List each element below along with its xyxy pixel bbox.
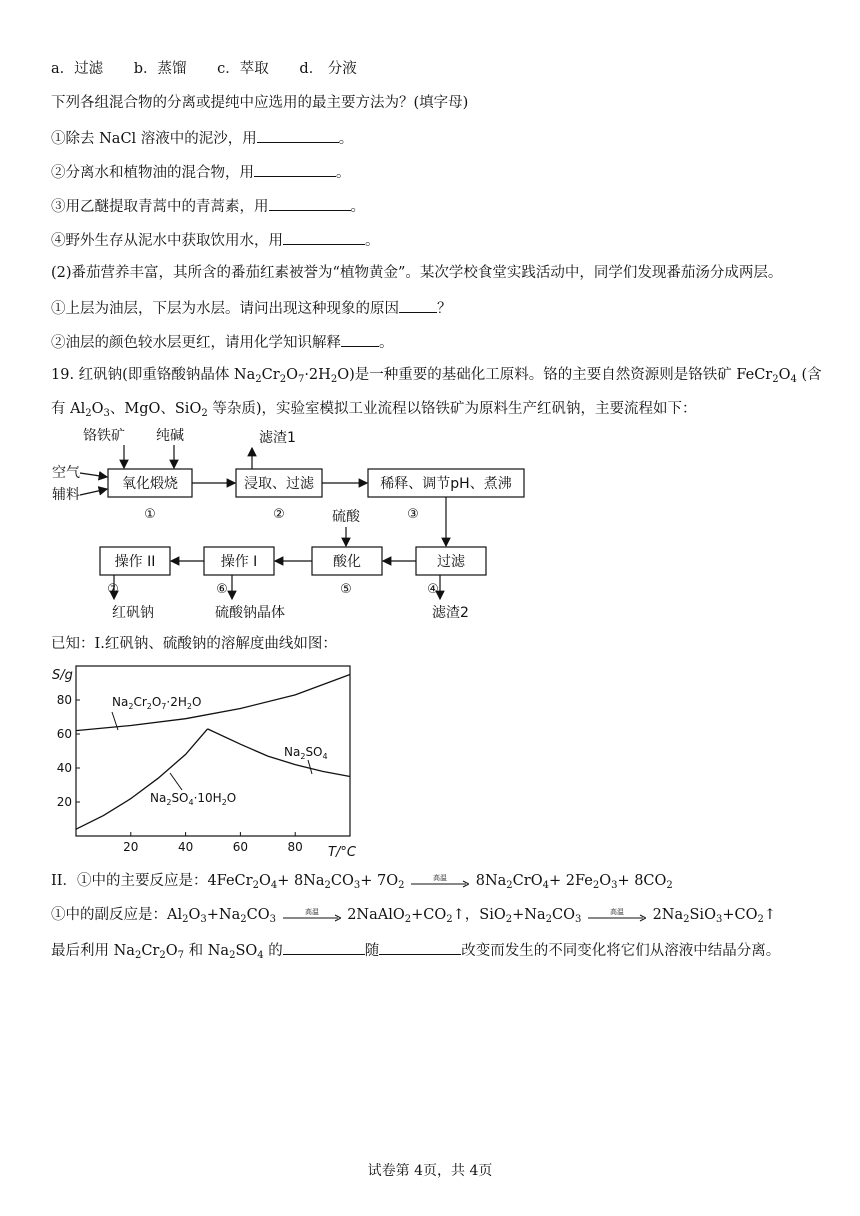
- subscript: 2: [505, 914, 513, 925]
- curve-sulfate: [208, 729, 350, 777]
- final-text: 最后利用 Na: [51, 943, 135, 959]
- question-2b: [51, 331, 394, 353]
- answer-blank[interactable]: [341, 331, 379, 347]
- question-2: [51, 161, 351, 183]
- q2-text: ②分离水和植物油的混合物，用: [51, 165, 254, 181]
- reaction-text: ①中的副反应是：Al: [51, 907, 183, 923]
- subscript: 3: [269, 914, 276, 925]
- reaction-text: +CO: [411, 907, 447, 923]
- svg-text:高温: 高温: [433, 874, 448, 882]
- subscript: 2: [240, 914, 247, 925]
- subscript: 2: [159, 950, 166, 961]
- reaction-text: ↑，SiO: [452, 907, 506, 923]
- option-c: c．萃取: [217, 61, 269, 77]
- q1-end: 。: [338, 131, 354, 147]
- q3-end: 。: [350, 199, 365, 215]
- q19-text: 一种重要的基础化工原料。铬的主要自然资源则是铬铁矿 FeCr: [369, 367, 773, 383]
- question-19-line1: 19. 红矾钠(即重铬酸钠晶体 $Na_2Cr_2O_7\cdot 2H_2O$)是一种重要的基础化工原料。铬的主要自然资源则是铬铁矿 $FeCr_2O_4$ (含: [51, 367, 822, 385]
- reaction-text: +Na: [206, 907, 241, 923]
- subscript: 2: [506, 880, 513, 891]
- reaction-text: +CO: [722, 907, 758, 923]
- box-dilute-adjust: 稀释、调节pH、煮沸: [380, 476, 512, 492]
- subscript: 2: [279, 374, 287, 385]
- y-tick-label: 80: [56, 693, 72, 707]
- answer-blank[interactable]: [257, 127, 339, 143]
- subscript: 3: [353, 880, 361, 891]
- reaction-text: + 8CO: [617, 873, 667, 889]
- x-tick-label: 40: [177, 840, 194, 854]
- subscript: 2: [398, 880, 405, 891]
- acid-input: 硫酸: [332, 509, 360, 525]
- subscript: 3: [611, 880, 618, 891]
- product-red: 红矾钠: [112, 605, 154, 621]
- product-sulfate: 硫酸钠晶体: [215, 605, 285, 621]
- final-text: 和 Na: [188, 943, 230, 959]
- step-7: ⑦: [107, 582, 119, 597]
- reaction-text: + 2Fe: [548, 873, 593, 889]
- subscript: 7: [297, 374, 305, 385]
- residue-1: 滤渣1: [259, 430, 296, 446]
- subscript: 2: [85, 408, 92, 419]
- reaction-text: CO: [246, 907, 270, 923]
- curve-sulfate-decahydrate: [76, 729, 208, 829]
- final-text: Cr: [141, 943, 160, 959]
- leader-line: [170, 773, 182, 790]
- subscript: 2: [446, 914, 453, 925]
- reaction-arrow-icon: [588, 908, 646, 922]
- subscript: 2: [683, 914, 690, 925]
- x-tick-label: 60: [232, 840, 249, 854]
- subscript: 4: [542, 880, 549, 891]
- box-operation-1: 操作 I: [220, 554, 258, 570]
- q4-text: ④野外生存从泥水中获取饮用水，用: [51, 233, 283, 249]
- q3-text: ③用乙醚提取青蒿中的青蒿素，用: [51, 199, 269, 215]
- subscript: 2: [772, 374, 779, 385]
- q19-text: 有 Al: [51, 401, 86, 417]
- q2-end: 。: [336, 165, 351, 181]
- reaction-text: SiO: [689, 907, 716, 923]
- svg-text:高温: 高温: [609, 908, 624, 916]
- subscript: 3: [103, 408, 110, 419]
- subscript: 3: [715, 914, 723, 925]
- input-chromite: 铬铁矿: [83, 428, 125, 444]
- answer-blank[interactable]: [283, 939, 365, 955]
- step-3: ③: [407, 507, 419, 522]
- side-reaction: ①中的副反应是：$Al_2O_3+Na_2CO_3$ 高温 $2NaAlO_2+CO_2↑$，$SiO_2+Na_2CO_3$ 高温 $2Na_2SiO_3+CO_2↑$: [51, 907, 777, 925]
- input-soda: 纯碱: [156, 428, 184, 444]
- subscript: 4: [257, 950, 264, 961]
- reaction-text: II．①中的主要反应是：4FeCr: [51, 873, 253, 889]
- reaction-text: 2NaAlO: [347, 907, 405, 923]
- options-row: [51, 59, 383, 79]
- process-flow-diagram: [48, 425, 528, 630]
- svg-text:高温: 高温: [304, 908, 319, 916]
- subscript: 2: [134, 950, 142, 961]
- subscript: 3: [200, 914, 207, 925]
- q2b-end: 。: [379, 335, 394, 351]
- subscript: 2: [666, 880, 673, 891]
- reaction-text: CO: [551, 907, 575, 923]
- box-operation-2: 操作 II: [114, 554, 156, 570]
- x-axis-label: T/°C: [328, 845, 356, 860]
- q4-end: 。: [365, 233, 380, 249]
- subscript: 3: [574, 914, 582, 925]
- q19-text: (含: [801, 367, 822, 383]
- input-air: 空气: [52, 465, 80, 481]
- y-tick-label: 20: [56, 795, 72, 809]
- box-leach-filter: 浸取、过滤: [244, 476, 314, 492]
- subscript: 4: [270, 880, 278, 891]
- question-19-line2: [51, 399, 696, 419]
- final-sentence: [51, 939, 780, 961]
- answer-blank[interactable]: [283, 229, 365, 245]
- answer-blank[interactable]: [379, 939, 461, 955]
- q2b-text: ②油层的颜色较水层更红，请用化学知识解释: [51, 335, 341, 351]
- final-text: SO: [235, 943, 258, 959]
- q1-text: ①除去 NaCl 溶液中的泥沙，用: [51, 131, 257, 147]
- subscript: 7: [177, 950, 184, 961]
- y-axis-label: S/g: [52, 668, 73, 683]
- series-label-sulfate-decahydrate: $Na_2SO_4\cdot 10H_2O$: [150, 791, 237, 807]
- leader-line: [308, 760, 312, 774]
- series-label-sulfate: $Na_2SO_4$: [284, 745, 328, 761]
- subscript: 4: [790, 374, 797, 385]
- subscript: 2: [255, 374, 262, 385]
- subscript: 2: [229, 950, 236, 961]
- question-2a: [51, 297, 452, 319]
- subscript: 2: [592, 880, 600, 891]
- final-text: O: [165, 943, 178, 959]
- x-tick-label: 80: [287, 840, 303, 854]
- main-reaction: II．①中的主要反应是：$4FeCr_2O_4+ 8Na_2CO_3+ 7O_2$ 高温 $8Na_2CrO_4+ 2Fe_2O_3+ 8CO_2$: [51, 873, 673, 891]
- reaction-text: 2Na: [652, 907, 684, 923]
- reaction-text: ↑: [763, 907, 777, 923]
- question-1: [51, 127, 353, 149]
- series-label-dichromate: $Na_2Cr_2O_7\cdot 2H_2O$: [112, 695, 202, 711]
- answer-blank[interactable]: [269, 195, 351, 211]
- x-tick-label: 20: [123, 840, 139, 854]
- option-d: d． 分液: [299, 61, 357, 77]
- question-intro: 下列各组混合物的分离或提纯中应选用的最主要方法为？(填字母): [51, 95, 469, 111]
- subscript: 2: [404, 914, 412, 925]
- final-text: 改变而发生的不同变化将它们从溶液中结晶分离。: [461, 943, 781, 959]
- reaction-arrow-icon: [411, 874, 469, 888]
- box-filter: 过滤: [437, 554, 465, 570]
- subscript: 2: [757, 914, 764, 925]
- subscript: 2: [545, 914, 552, 925]
- q2a-text: ①上层为油层，下层为水层。请问出现这种现象的原因: [51, 301, 399, 317]
- q19-text: 19. 红矾钠(即重铬酸钠晶体 Na: [51, 367, 256, 383]
- box-acidify: 酸化: [333, 554, 361, 570]
- subscript: 2: [252, 880, 259, 891]
- option-b: b．蒸馏: [133, 61, 187, 77]
- subscript: 2: [201, 408, 208, 419]
- reaction-text: 8Na: [475, 873, 507, 889]
- residue-2: 滤渣2: [432, 605, 469, 621]
- subscript: 2: [330, 374, 338, 385]
- question-4: [51, 229, 380, 251]
- option-a: a．过滤: [51, 61, 104, 77]
- step-6: ⑥: [216, 582, 228, 597]
- q19-text: 等杂质)，实验室模拟工业流程以铬铁矿为原料生产红矾钠，主要流程如下：: [212, 401, 697, 417]
- q19-text: O: [91, 401, 104, 417]
- q2a-end: ？: [437, 301, 452, 317]
- final-text: 随: [364, 943, 380, 959]
- known-info: 已知：I.红矾钠、硫酸钠的溶解度曲线如图：: [51, 636, 337, 652]
- answer-blank[interactable]: [399, 297, 437, 313]
- final-text: 的: [268, 943, 283, 959]
- step-4: ④: [427, 582, 439, 597]
- reaction-text: +Na: [512, 907, 546, 923]
- reaction-text: + 8Na: [277, 873, 325, 889]
- solubility-chart: [50, 660, 370, 860]
- question-3: [51, 195, 365, 217]
- page-footer: 试卷第 4页，共 4页: [367, 1163, 493, 1179]
- step-5: ⑤: [340, 582, 352, 597]
- input-aux: 辅料: [52, 487, 80, 503]
- box-oxidation: 氧化煅烧: [122, 476, 178, 492]
- step-2: ②: [273, 507, 285, 522]
- subscript: 2: [182, 914, 189, 925]
- y-tick-label: 60: [56, 727, 72, 741]
- answer-blank[interactable]: [254, 161, 336, 177]
- step-1: ①: [144, 507, 156, 522]
- q19-text: 、MgO、SiO: [109, 401, 202, 417]
- reaction-text: + 7O: [360, 873, 399, 889]
- reaction-text: CrO: [512, 873, 543, 889]
- subscript: 2: [324, 880, 331, 891]
- question-2-stem: (2)番茄营养丰富，其所含的番茄红素被誉为“植物黄金”。某次学校食堂实践活动中，同学们发现番茄汤分成两层。: [51, 265, 783, 281]
- reaction-arrow-icon: [283, 908, 341, 922]
- y-tick-label: 40: [56, 761, 72, 775]
